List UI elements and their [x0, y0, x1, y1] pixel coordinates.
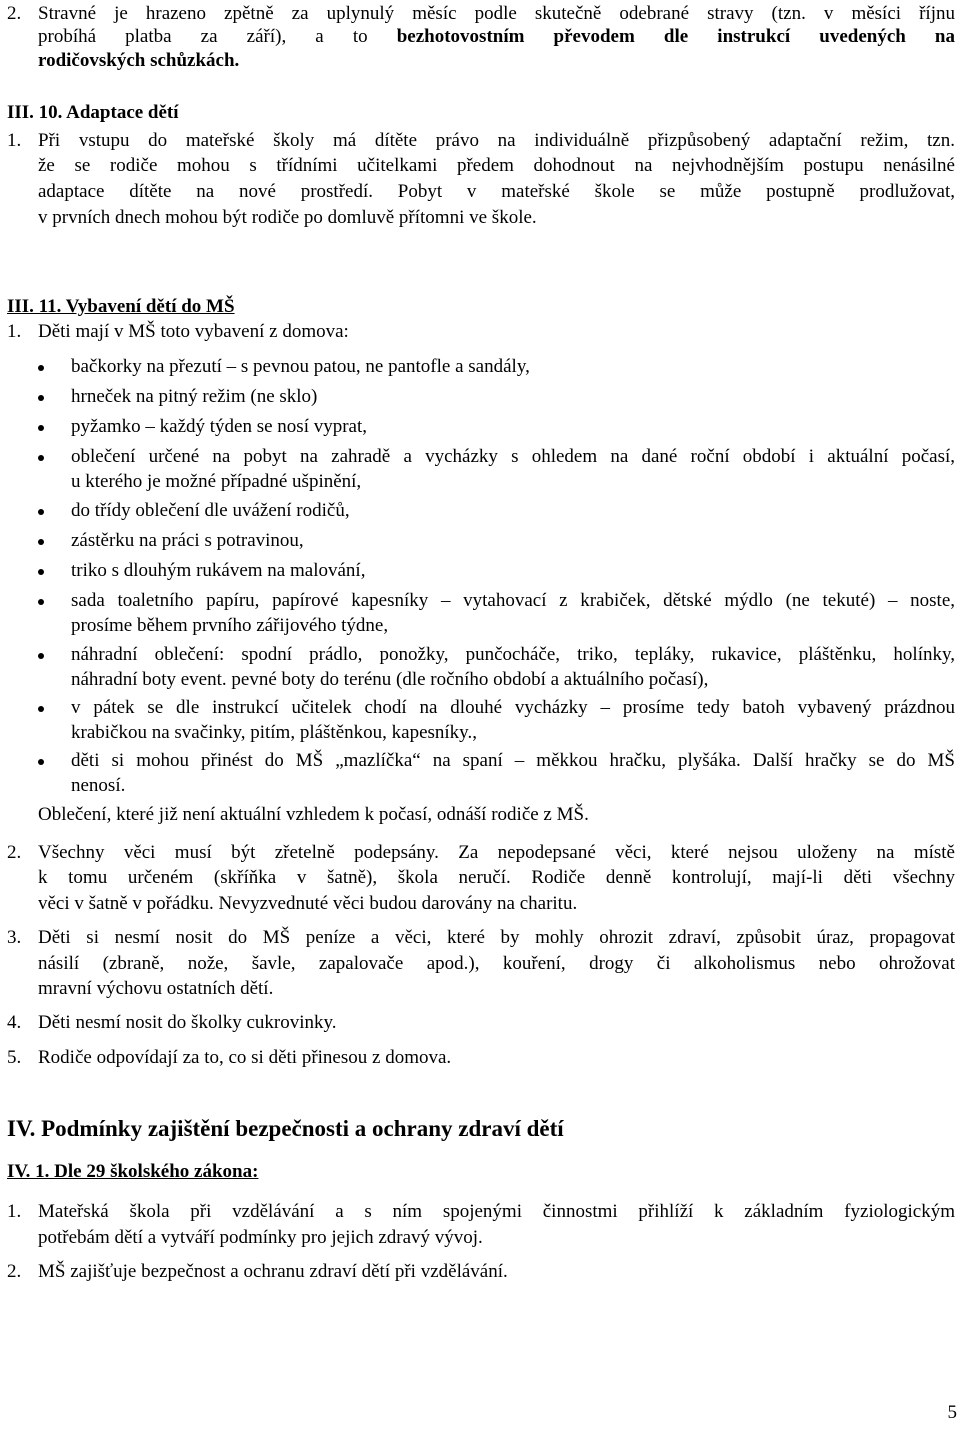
underlined-heading-text: IV. 1. Dle 29 školského zákona:	[7, 1161, 259, 1182]
bullet-item: triko s dlouhým rukávem na malování,	[71, 560, 366, 581]
list-number: 2.	[7, 1261, 22, 1282]
section-heading	[7, 297, 235, 316]
text-run: probíhá platba za září), a to	[38, 26, 397, 47]
bullet-icon	[38, 706, 44, 712]
bullet-item-continuation: krabičkou na svačinky, pitím, pláštěnkou, kapesníky.,	[71, 722, 477, 743]
paragraph-line: Rodiče odpovídají za to, co si děti přinesou z domova.	[38, 1047, 452, 1068]
bullet-icon	[38, 599, 44, 605]
paragraph-line: Stravné je hrazeno zpětně za uplynulý měsíc podle skutečně odebrané stravy (tzn. v měsíci říjnu	[38, 3, 955, 24]
section-heading	[7, 1162, 258, 1181]
bullet-item-continuation: nenosí.	[71, 775, 126, 796]
bullet-item: děti si mohou přinést do MŠ „mazlíčka“ na spaní – měkkou hračku, plyšáka. Další hračky se do MŠ	[71, 750, 955, 771]
bullet-icon	[38, 539, 44, 545]
bullet-item: oblečení určené na pobyt na zahradě a vycházky s ohledem na dané roční období i aktuální počasí,	[71, 446, 955, 467]
list-number: 5.	[7, 1047, 22, 1068]
paragraph-line: že se rodiče mohou s třídními učitelkami předem dohodnout na nejvhodnějším postupu nenásilné	[38, 155, 955, 176]
page-number: 5	[947, 1402, 957, 1423]
paragraph-line: potřebám dětí a vytváří podmínky pro jejich zdravý vývoj.	[38, 1227, 483, 1248]
paragraph-line: k tomu určeném (skříňka v šatně), škola neručí. Rodiče denně kontrolují, mají-li děti všechny	[38, 867, 955, 888]
paragraph-line: Děti si nesmí nosit do MŠ peníze a věci, které by mohly ohrozit zdraví, způsobit úraz, propagovat	[38, 927, 955, 948]
paragraph-line: násilí (zbraně, nože, šavle, zapalovače apod.), kouření, drogy či alkoholismus nebo ohrožovat	[38, 953, 955, 974]
list-number: 1.	[7, 130, 22, 151]
bullet-icon	[38, 759, 44, 765]
list-number: 2.	[7, 3, 22, 24]
paragraph-line: Všechny věci musí být zřetelně podepsány. Za nepodepsané věci, které nejsou uloženy na místě	[38, 842, 955, 863]
list-number: 4.	[7, 1012, 22, 1033]
paragraph-line: v prvních dnech mohou být rodiče po domluvě přítomni ve škole.	[38, 207, 537, 228]
paragraph-line: rodičovských schůzkách.	[38, 50, 240, 71]
paragraph-line: Při vstupu do mateřské školy má dítěte právo na individuálně přizpůsobený adaptační režim, tzn.	[38, 130, 955, 151]
paragraph-line: Děti nesmí nosit do školky cukrovinky.	[38, 1012, 337, 1033]
paragraph-line: Oblečení, které již není aktuální vzhledem k počasí, odnáší rodiče z MŠ.	[38, 804, 589, 825]
bullet-icon	[38, 455, 44, 461]
paragraph-line: MŠ zajišťuje bezpečnost a ochranu zdraví dětí při vzdělávání.	[38, 1261, 508, 1282]
bullet-item: v pátek se dle instrukcí učitelek chodí na dlouhé vycházky – prosíme tedy batoh vybavený prázdnou	[71, 697, 955, 718]
paragraph-line: mravní výchovu ostatních dětí.	[38, 978, 274, 999]
bullet-item: hrneček na pitný režim (ne sklo)	[71, 386, 318, 407]
bullet-icon	[38, 509, 44, 515]
list-number: 3.	[7, 927, 22, 948]
bullet-icon	[38, 569, 44, 575]
bullet-item: zástěrku na práci s potravinou,	[71, 530, 304, 551]
paragraph-line: adaptace dítěte na nové prostředí. Pobyt v mateřské škole se může postupně prodlužovat,	[38, 181, 955, 202]
section-heading: III. 10. Adaptace dětí	[7, 102, 179, 123]
bold-text-run: bezhotovostním převodem dle instrukcí uvedených na	[396, 26, 955, 47]
underlined-heading-text: III. 11. Vybavení dětí do MŠ	[7, 296, 235, 317]
paragraph-line: Děti mají v MŠ toto vybavení z domova:	[38, 321, 349, 342]
bullet-item: sada toaletního papíru, papírové kapesníky – vytahovací z krabiček, dětské mýdlo (ne tekuté) – noste,	[71, 590, 955, 611]
bullet-icon	[38, 395, 44, 401]
paragraph-line: věci v šatně v pořádku. Nevyzvednuté věci budou darovány na charitu.	[38, 893, 578, 914]
bullet-icon	[38, 425, 44, 431]
paragraph-line: Mateřská škola při vzdělávání a s ním spojenými činnostmi přihlíží k základním fyziologickým	[38, 1201, 955, 1222]
bullet-item-continuation: náhradní boty event. pevné boty do terénu (dle ročního období a aktuálního počasí),	[71, 669, 709, 690]
bullet-icon	[38, 365, 44, 371]
chapter-heading: IV. Podmínky zajištění bezpečnosti a ochrany zdraví dětí	[7, 1116, 564, 1141]
bullet-item: náhradní oblečení: spodní prádlo, ponožky, punčocháče, triko, tepláky, rukavice, pláštěnku, holínky,	[71, 644, 955, 665]
list-number: 2.	[7, 842, 22, 863]
list-number: 1.	[7, 321, 22, 342]
paragraph-line	[38, 27, 955, 46]
bullet-item: bačkorky na přezutí – s pevnou patou, ne pantofle a sandály,	[71, 356, 530, 377]
bullet-item-continuation: u kterého je možné případné ušpinění,	[71, 471, 362, 492]
bullet-item: do třídy oblečení dle uvážení rodičů,	[71, 500, 350, 521]
bullet-icon	[38, 653, 44, 659]
list-number: 1.	[7, 1201, 22, 1222]
bullet-item-continuation: prosíme během prvního zářijového týdne,	[71, 615, 389, 636]
bullet-item: pyžamko – každý týden se nosí vyprat,	[71, 416, 368, 437]
